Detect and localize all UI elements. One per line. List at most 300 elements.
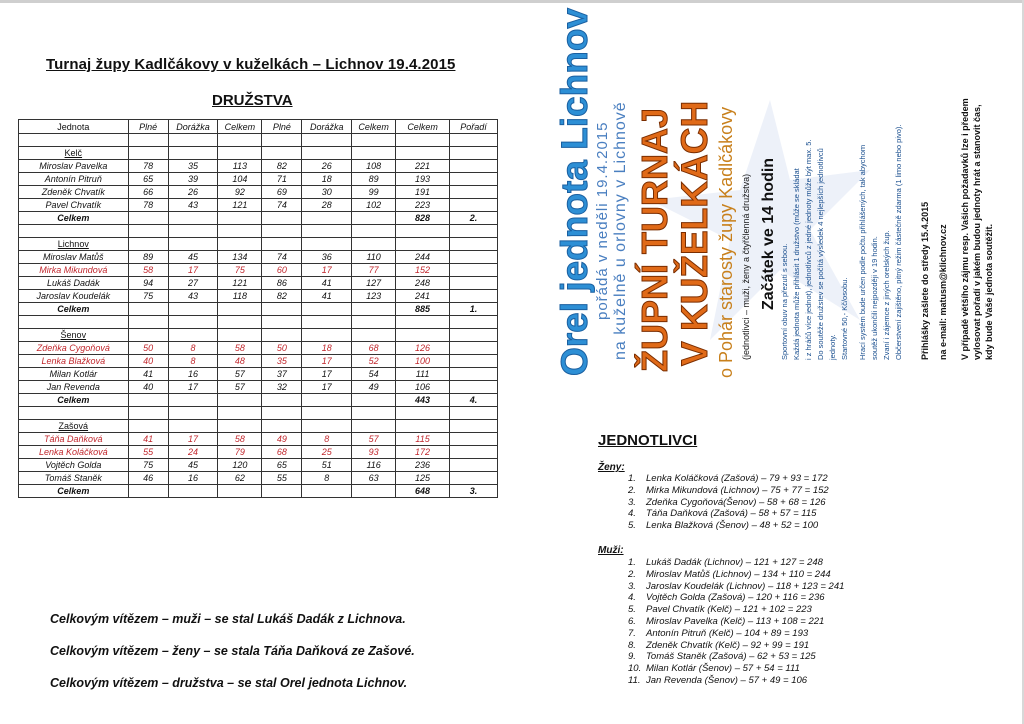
empty-cell [128,147,168,160]
empty-cell [450,381,498,394]
header-cell: Celkem [352,120,396,134]
team-total-row [19,212,498,225]
empty-cell [168,485,218,498]
result-rank: 1. [628,557,636,568]
empty-cell [302,134,352,147]
score-cell: 110 [352,251,396,264]
score-cell: 94 [128,277,168,290]
score-cell: 50 [262,342,302,355]
score-cell: 121 [218,277,262,290]
empty-cell [302,316,352,329]
player-name: Miroslav Pavelka [19,160,129,173]
empty-cell [262,394,302,407]
total-label: Celkem [19,303,129,316]
score-cell: 118 [218,290,262,303]
score-cell: 78 [128,199,168,212]
score-cell: 58 [218,433,262,446]
score-cell: 41 [302,290,352,303]
result-rank: 4. [628,508,636,520]
score-cell: 16 [168,472,218,485]
winner-men: Celkovým vítězem – muži – se stal Lukáš Dadák z Lichnova. [50,612,406,626]
score-cell: 113 [218,160,262,173]
poster-info-line: na e-mail: matusm@klichnov.cz [938,224,948,360]
total-label: Celkem [19,212,129,225]
score-cell: 172 [396,446,450,459]
result-text: Lukáš Dadák (Lichnov) – 121 + 127 = 248 [646,557,823,568]
score-cell: 36 [302,251,352,264]
score-cell: 100 [396,355,450,368]
score-cell: 193 [396,173,450,186]
empty-cell [450,316,498,329]
empty-cell [168,147,218,160]
team-total: 648 [396,485,450,498]
header-cell: Celkem [218,120,262,134]
result-item [628,640,809,652]
poster-headline-2: V KUŽELKÁCH [674,100,715,366]
empty-cell [168,316,218,329]
score-cell: 82 [262,160,302,173]
score-cell: 75 [128,290,168,303]
team-name-row [19,147,498,160]
empty-cell [262,147,302,160]
empty-cell [302,407,352,420]
score-cell: 71 [262,173,302,186]
empty-cell [396,134,450,147]
player-row [19,160,498,173]
score-cell: 89 [128,251,168,264]
empty-cell [450,147,498,160]
score-cell: 65 [128,173,168,186]
empty-cell [396,407,450,420]
team-name: Zašová [19,420,129,433]
empty-cell [352,407,396,420]
poster-info-line: Do soutěže družstev se počítá výsledek 4 nejlepších jednotlivců [816,148,825,360]
result-item [628,651,816,663]
empty-cell [168,329,218,342]
result-item [628,663,800,675]
empty-cell [128,316,168,329]
winner-women: Celkovým vítězem – ženy – se stala Táňa Daňková ze Zašové. [50,644,415,658]
player-row [19,368,498,381]
team-total: 828 [396,212,450,225]
score-cell: 120 [218,459,262,472]
score-cell: 111 [396,368,450,381]
team-rank: 1. [450,303,498,316]
top-border-line [0,0,1024,3]
poster-categories-line: (jednotlivci – muži, ženy a čtyřčlenná družstva) [741,173,751,360]
score-cell: 78 [128,160,168,173]
poster-info-line: Zvaní i zájemce z jiných orelských žup. [882,230,891,360]
score-cell: 41 [128,368,168,381]
empty-cell [218,329,262,342]
poster-start-time: Začátek ve 14 hodin [760,157,777,310]
header-cell: Plné [128,120,168,134]
empty-cell [450,251,498,264]
poster-info-line: Startovné 50,- Kč/osobu. [840,277,849,360]
score-cell: 35 [168,160,218,173]
score-cell: 17 [302,264,352,277]
score-cell: 244 [396,251,450,264]
poster-info-line: kdy bude Vaše jednota soutěžit. [984,223,994,360]
empty-cell [302,329,352,342]
score-cell: 46 [128,472,168,485]
player-row [19,199,498,212]
result-item [628,520,818,532]
header-cell: Dorážka [168,120,218,134]
empty-cell [450,420,498,433]
result-text: Lenka Koláčková (Zašová) – 79 + 93 = 172 [646,473,828,484]
score-cell: 86 [262,277,302,290]
score-cell: 30 [302,186,352,199]
player-name: Pavel Chvatík [19,199,129,212]
score-cell: 18 [302,173,352,186]
team-total: 443 [396,394,450,407]
score-cell: 8 [302,433,352,446]
team-total-row [19,394,498,407]
score-cell: 89 [352,173,396,186]
empty-cell [218,147,262,160]
men-label: Muži: [598,545,624,556]
score-cell: 223 [396,199,450,212]
score-cell: 102 [352,199,396,212]
score-cell: 134 [218,251,262,264]
result-text: Jan Revenda (Šenov) – 57 + 49 = 106 [646,675,808,686]
score-cell: 54 [352,368,396,381]
empty-cell [450,472,498,485]
empty-cell [128,407,168,420]
empty-cell [302,420,352,433]
score-cell: 116 [352,459,396,472]
poster-cup-line: o Pohár starosty župy Kadlčákovy [716,106,736,378]
score-cell: 152 [396,264,450,277]
poster-info-line: V případě většího zájmu resp. Vašich požadavků lze i předem [960,98,970,360]
poster-info-line: jednoty. [828,334,837,360]
score-cell: 25 [302,446,352,459]
result-item [628,485,829,497]
empty-cell [450,134,498,147]
empty-cell [450,368,498,381]
score-cell: 37 [262,368,302,381]
page-title: Turnaj župy Kadlčákovy v kuželkách – Lichnov 19.4.2015 [46,56,456,73]
empty-cell [302,225,352,238]
score-cell: 45 [168,251,218,264]
score-cell: 26 [302,160,352,173]
player-name: Jan Revenda [19,381,129,394]
empty-cell [262,134,302,147]
empty-cell [450,290,498,303]
score-cell: 57 [218,381,262,394]
team-rank: 4. [450,394,498,407]
result-item [628,592,825,604]
empty-cell [218,303,262,316]
header-cell: Plné [262,120,302,134]
player-name: Zdeněk Chvatík [19,186,129,199]
score-cell: 28 [302,199,352,212]
header-cell: Celkem [396,120,450,134]
empty-cell [168,394,218,407]
empty-cell [450,407,498,420]
empty-cell [128,394,168,407]
score-cell: 41 [128,433,168,446]
empty-cell [396,329,450,342]
result-item [628,569,831,581]
empty-cell [396,147,450,160]
empty-cell [450,238,498,251]
teams-subtitle: DRUŽSTVA [212,92,293,109]
player-name: Milan Kotlár [19,368,129,381]
score-cell: 8 [168,342,218,355]
score-cell: 55 [128,446,168,459]
empty-cell [352,316,396,329]
teams-table-body [19,134,498,498]
result-rank: 2. [628,484,636,496]
poster-info-line: Hrací systém bude určen podle počtu přihlášených, tak abychom [858,144,867,360]
result-rank: 3. [628,496,636,508]
empty-cell [302,485,352,498]
score-cell: 69 [262,186,302,199]
score-cell: 74 [262,251,302,264]
empty-cell [128,212,168,225]
result-rank: 9. [628,651,636,663]
player-row [19,381,498,394]
score-cell: 40 [128,355,168,368]
team-name-row [19,329,498,342]
empty-cell [168,238,218,251]
empty-cell [218,316,262,329]
player-row [19,186,498,199]
result-rank: 10. [628,663,642,675]
score-cell: 79 [218,446,262,459]
empty-cell [128,485,168,498]
score-cell: 26 [168,186,218,199]
result-text: Jaroslav Koudelák (Lichnov) – 118 + 123 = 241 [646,580,845,592]
player-name: Lukáš Dadák [19,277,129,290]
table-header-row [19,120,498,134]
result-item [628,473,828,485]
player-name: Lenka Koláčková [19,446,129,459]
empty-cell [262,316,302,329]
player-name: Táňa Daňková [19,433,129,446]
poster-info-line: vylosovat pořadí v jakém budou jednoty hrát a stanovit čas, [972,104,982,360]
score-cell: 32 [262,381,302,394]
header-cell: Dorážka [302,120,352,134]
player-row [19,459,498,472]
score-cell: 17 [302,381,352,394]
score-cell: 43 [168,290,218,303]
empty-cell [128,329,168,342]
score-cell: 66 [128,186,168,199]
empty-cell [128,303,168,316]
spacer-row [19,225,498,238]
empty-cell [218,225,262,238]
result-item [628,557,823,569]
score-cell: 41 [302,277,352,290]
team-total-row [19,303,498,316]
score-cell: 82 [262,290,302,303]
result-item [628,581,844,593]
result-text: Pavel Chvatík (Kelč) – 121 + 102 = 223 [646,604,812,616]
player-name: Tomáš Staněk [19,472,129,485]
empty-cell [262,329,302,342]
player-row [19,433,498,446]
empty-cell [450,277,498,290]
empty-cell [262,485,302,498]
empty-cell [262,303,302,316]
score-cell: 58 [128,264,168,277]
header-cell: Jednota [19,120,129,134]
score-cell: 221 [396,160,450,173]
score-cell: 57 [218,368,262,381]
empty-cell [302,147,352,160]
result-text: Zdeňka Cygoňová(Šenov) – 58 + 68 = 126 [646,496,826,508]
empty-cell [450,459,498,472]
empty-cell [168,212,218,225]
score-cell: 43 [168,199,218,212]
empty-cell [396,225,450,238]
team-name: Šenov [19,329,129,342]
score-cell: 92 [218,186,262,199]
score-cell: 17 [302,368,352,381]
score-cell: 108 [352,160,396,173]
empty-cell [450,433,498,446]
empty-cell [302,212,352,225]
poster-info-line: soutěž ukončili nejpozději v 19 hodin. [870,236,879,360]
poster-info-line: Přihlášky zašlete do středy 15.4.2015 [920,201,930,360]
result-rank: 2. [628,568,636,580]
result-item [628,616,824,628]
team-rank: 2. [450,212,498,225]
score-cell: 248 [396,277,450,290]
empty-cell [262,225,302,238]
empty-cell [218,485,262,498]
teams-table [18,119,498,498]
empty-cell [19,316,129,329]
poster-info-line: Občerstvení zajištěno, pitný režim částečně zdarma (1 limo nebo pivo). [894,124,903,360]
empty-cell [352,485,396,498]
total-label: Celkem [19,485,129,498]
empty-cell [352,147,396,160]
empty-cell [168,420,218,433]
score-cell: 49 [262,433,302,446]
empty-cell [168,134,218,147]
empty-cell [396,238,450,251]
poster-club-name: Orel jednota Lichnov [554,8,595,376]
header-cell: Pořadí [450,120,498,134]
score-cell: 17 [168,381,218,394]
score-cell: 123 [352,290,396,303]
player-row [19,264,498,277]
empty-cell [218,134,262,147]
player-row [19,446,498,459]
empty-cell [302,394,352,407]
score-cell: 24 [168,446,218,459]
empty-cell [262,420,302,433]
result-text: Zdeněk Chvatík (Kelč) – 92 + 99 = 191 [646,639,810,651]
empty-cell [19,134,129,147]
empty-cell [352,303,396,316]
player-row [19,290,498,303]
winner-teams: Celkovým vítězem – družstva – se stal Orel jednota Lichnov. [50,676,408,690]
score-cell: 45 [168,459,218,472]
score-cell: 236 [396,459,450,472]
result-rank: 5. [628,604,636,616]
result-rank: 6. [628,616,636,627]
empty-cell [262,238,302,251]
score-cell: 57 [352,433,396,446]
score-cell: 191 [396,186,450,199]
team-rank: 3. [450,485,498,498]
score-cell: 50 [128,342,168,355]
empty-cell [218,394,262,407]
result-rank: 4. [628,592,636,604]
poster-venue-line: na kuželně u orlovny v Lichnově [612,101,629,360]
player-name: Miroslav Matůš [19,251,129,264]
result-rank: 11. [628,675,641,686]
empty-cell [128,238,168,251]
player-row [19,277,498,290]
score-cell: 16 [168,368,218,381]
result-rank: 7. [628,627,636,639]
score-cell: 27 [168,277,218,290]
empty-cell [218,420,262,433]
result-item [628,675,807,687]
team-name-row [19,238,498,251]
result-item [628,628,808,640]
player-row [19,472,498,485]
score-cell: 68 [262,446,302,459]
empty-cell [396,316,450,329]
score-cell: 40 [128,381,168,394]
poster-info-line: Každá jednota může přihlásit 1 družstvo (může se skládat [792,168,801,360]
player-name: Vojtěch Golda [19,459,129,472]
empty-cell [450,355,498,368]
score-cell: 51 [302,459,352,472]
score-cell: 104 [218,173,262,186]
empty-cell [262,212,302,225]
empty-cell [352,329,396,342]
tournament-poster [540,8,1020,420]
result-rank: 8. [628,639,636,651]
player-row [19,251,498,264]
empty-cell [19,225,129,238]
score-cell: 49 [352,381,396,394]
score-cell: 65 [262,459,302,472]
empty-cell [450,342,498,355]
empty-cell [352,420,396,433]
empty-cell [396,420,450,433]
player-name: Lenka Blažková [19,355,129,368]
empty-cell [450,446,498,459]
result-text: Miroslav Matůš (Lichnov) – 134 + 110 = 244 [646,568,831,580]
empty-cell [352,212,396,225]
empty-cell [19,407,129,420]
score-cell: 99 [352,186,396,199]
empty-cell [218,212,262,225]
team-name-row [19,420,498,433]
score-cell: 106 [396,381,450,394]
result-text: Milan Kotlár (Šenov) – 57 + 54 = 111 [646,663,800,675]
score-cell: 241 [396,290,450,303]
score-cell: 62 [218,472,262,485]
empty-cell [352,134,396,147]
empty-cell [352,238,396,251]
empty-cell [450,199,498,212]
score-cell: 75 [218,264,262,277]
score-cell: 52 [352,355,396,368]
spacer-row [19,316,498,329]
result-rank: 1. [628,473,636,484]
score-cell: 17 [168,433,218,446]
